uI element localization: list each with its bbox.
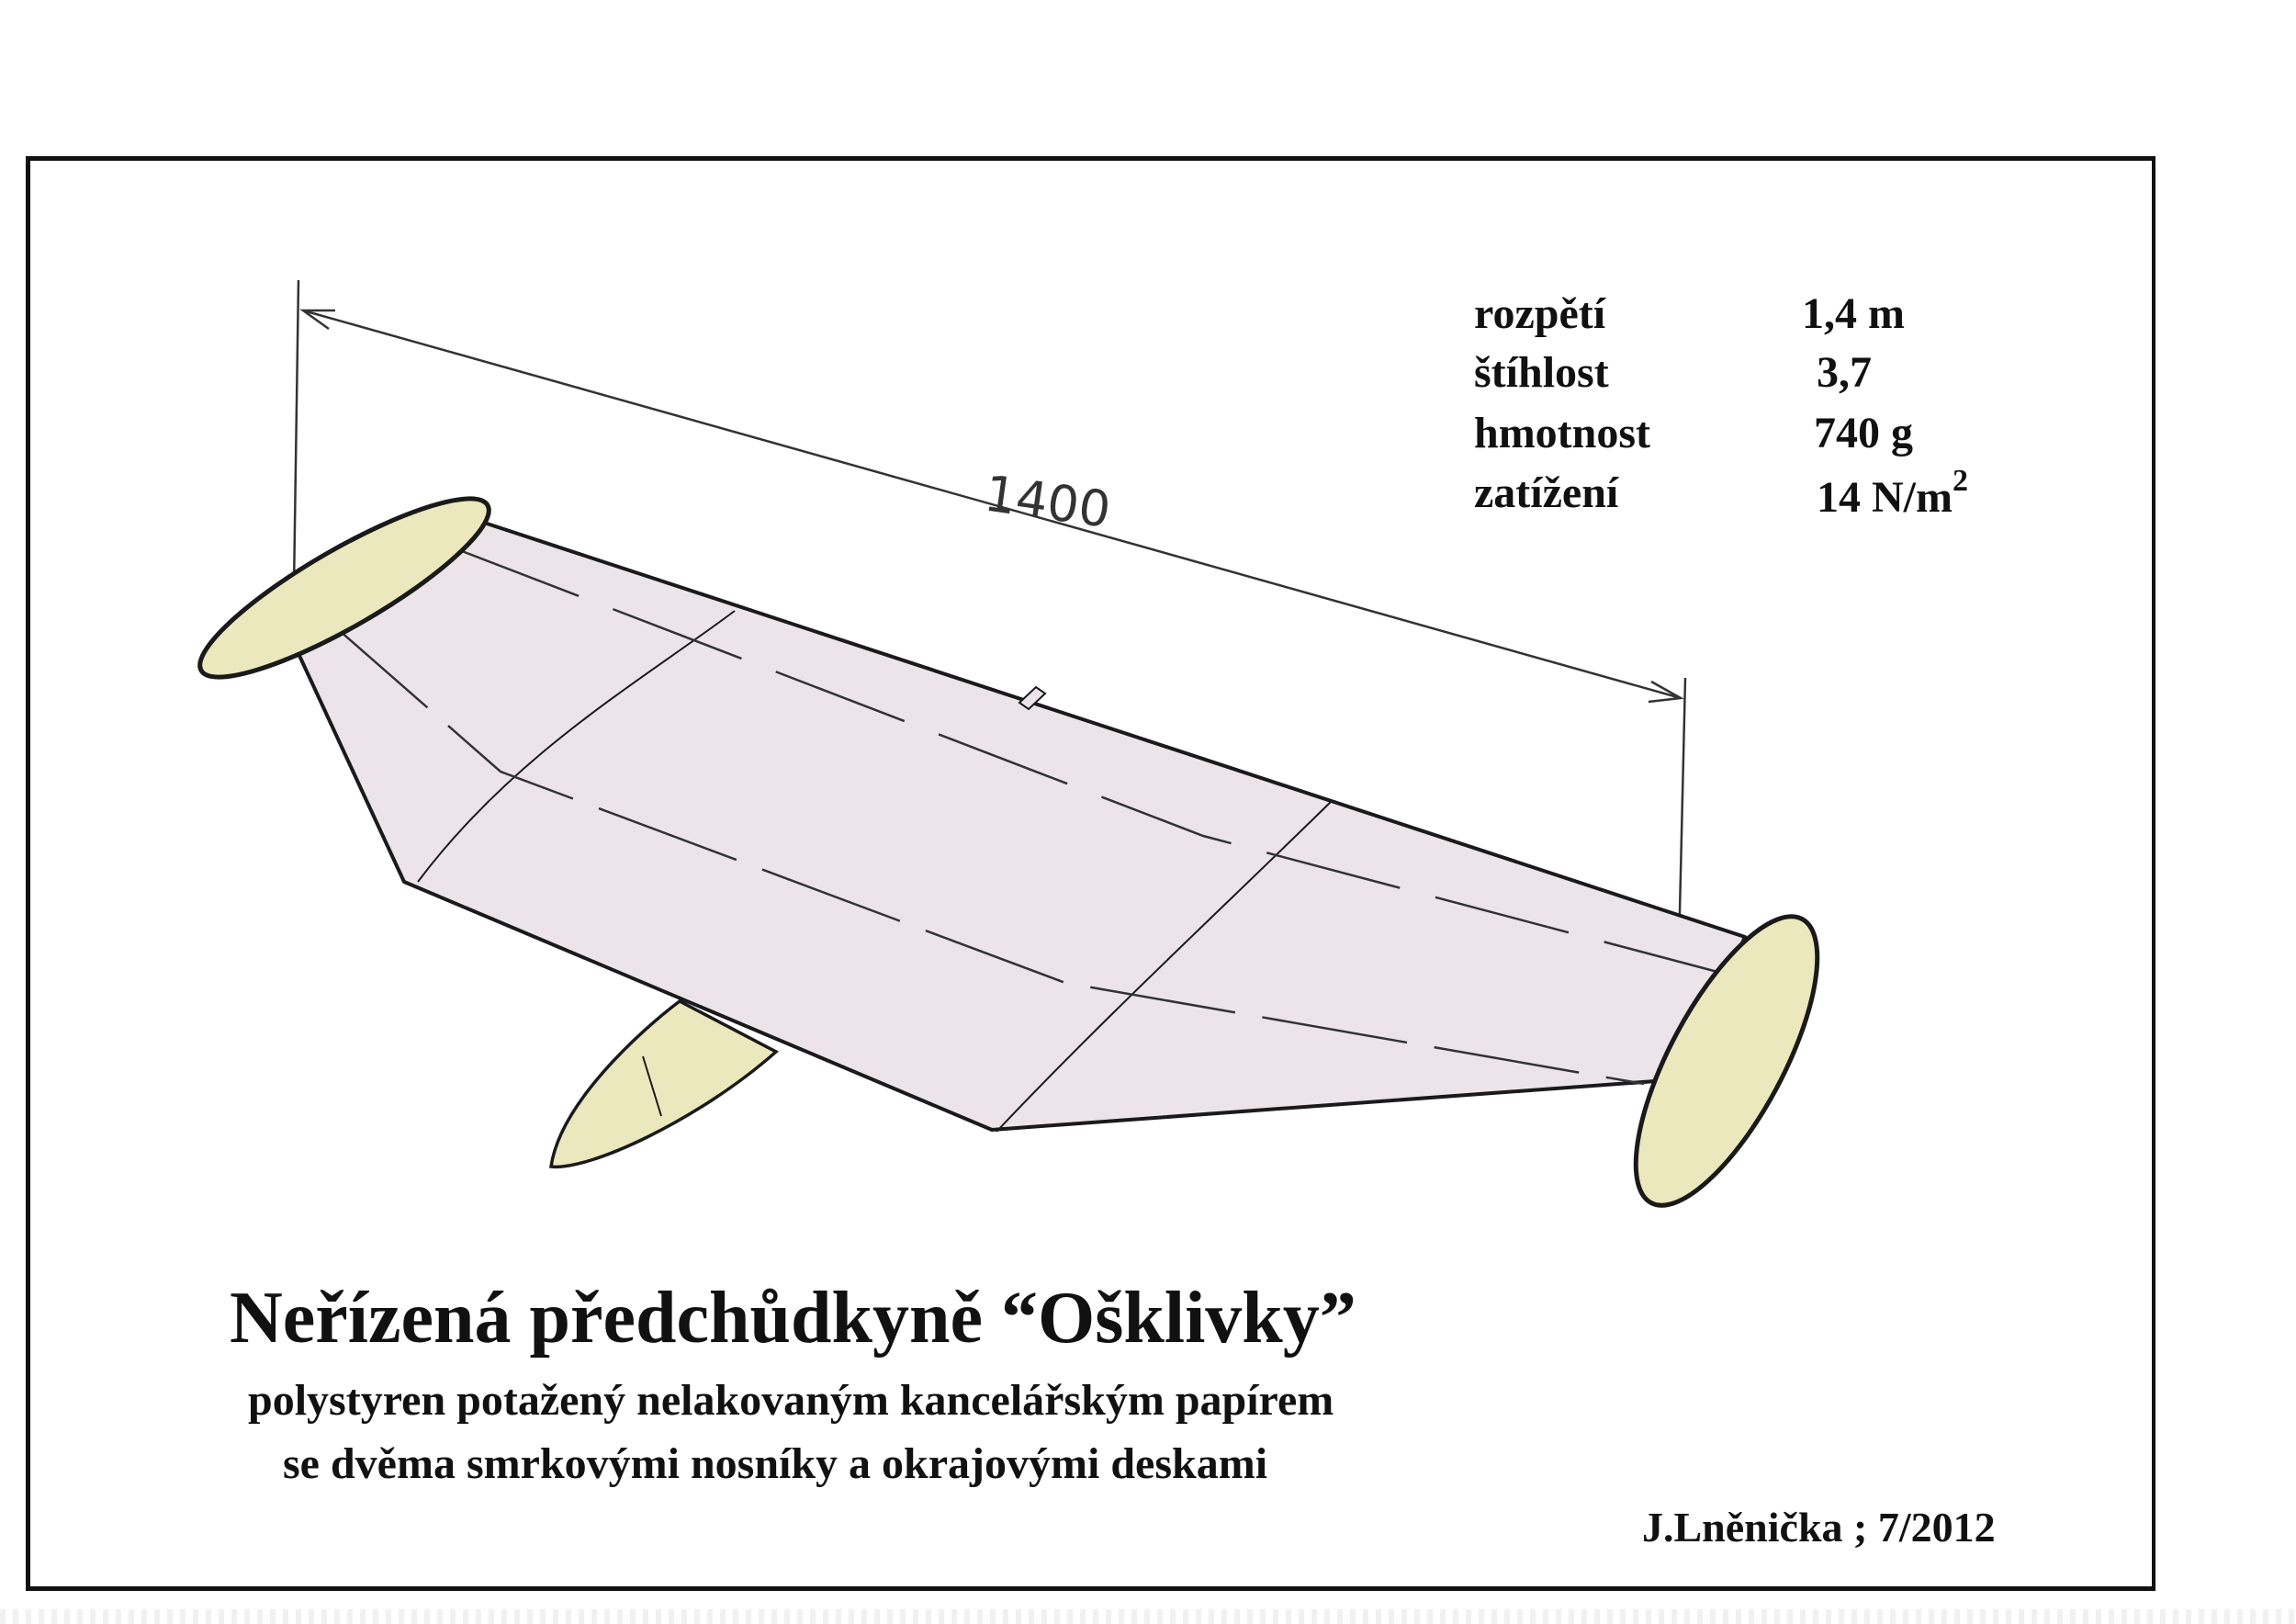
spec-value-span: 1,4 m bbox=[1802, 289, 1905, 338]
spec-value-mass: 740 g bbox=[1814, 409, 1913, 457]
spec-value-loading bbox=[1817, 464, 1968, 522]
subtitle-line-1: polystyren potažený nelakovaným kancelářským papírem bbox=[248, 1376, 1334, 1425]
spec-name-mass: hmotnost bbox=[1474, 409, 1651, 457]
dimension-label: 1400 bbox=[981, 464, 1115, 540]
spec-value-aspect-ratio: 3,7 bbox=[1817, 348, 1872, 397]
spec-value-loading-exponent: 2 bbox=[1952, 464, 1968, 498]
spec-name-span: rozpětí bbox=[1474, 289, 1606, 338]
spec-value-loading-text: 14 N/m bbox=[1817, 473, 1953, 522]
wing bbox=[289, 519, 1745, 1132]
spec-name-loading: zatížení bbox=[1474, 468, 1619, 517]
scan-edge bbox=[0, 1609, 2296, 1624]
spec-name-aspect-ratio: štíhlost bbox=[1474, 348, 1609, 397]
subtitle-line-2: se dvěma smrkovými nosníky a okrajovými deskami bbox=[283, 1439, 1268, 1488]
author-signature: J.Lněnička ; 7/2012 bbox=[1642, 1504, 1996, 1551]
page-title: Neřízená předchůdkyně “Ošklivky” bbox=[230, 1278, 1356, 1359]
